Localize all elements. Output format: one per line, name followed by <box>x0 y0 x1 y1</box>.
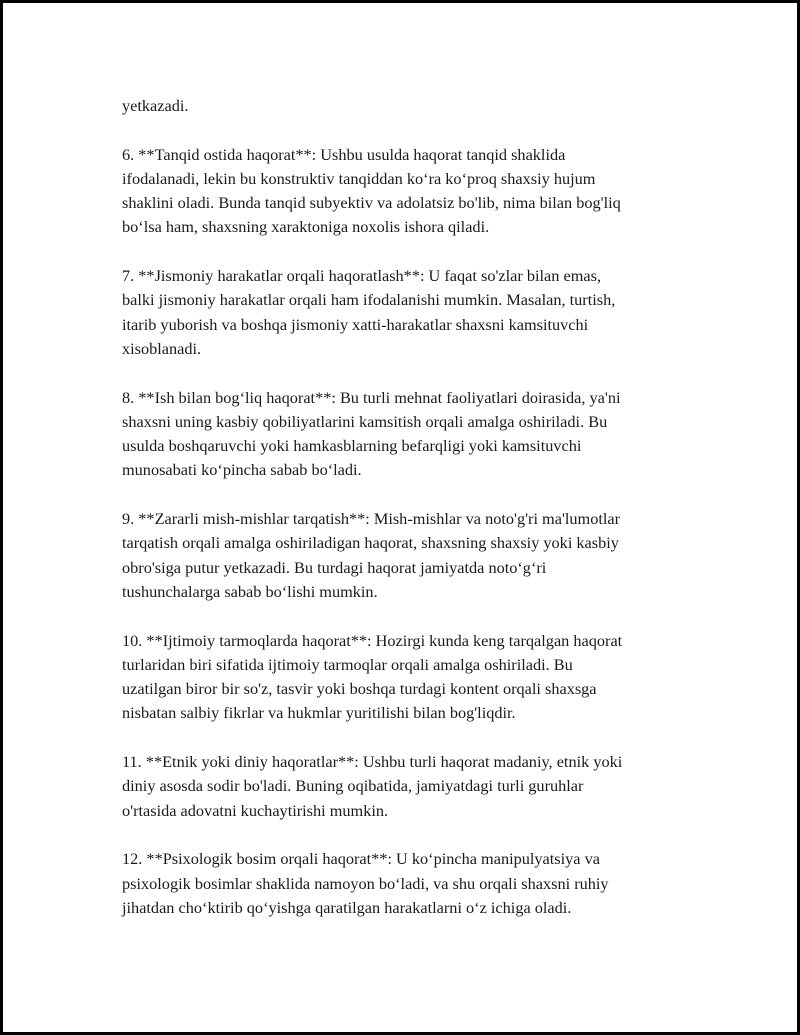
paragraph-line: 12. **Psixologik bosim orqali haqorat**: U ko‘pincha manipulyatsiya va <box>122 849 600 869</box>
paragraph-line: balki jismoniy harakatlar orqali ham ifodalanishi mumkin. Masalan, turtish, <box>122 290 616 310</box>
document-body <box>122 94 702 944</box>
paragraph-line: tushunchalarga sabab bo‘lishi mumkin. <box>122 581 378 601</box>
paragraph <box>122 264 702 361</box>
paragraph-line: xisoblanadi. <box>122 338 202 358</box>
paragraph-line: psixologik bosimlar shaklida namoyon bo‘ladi, va shu orqali shaxsni ruhiy <box>122 873 609 893</box>
paragraph <box>122 629 702 726</box>
paragraph-line: obro'siga putur yetkazadi. Bu turdagi haqorat jamiyatda noto‘g‘ri <box>122 557 547 577</box>
paragraph-line: shaxsni uning kasbiy qobiliyatlarini kamsitish orqali amalga oshiriladi. Bu <box>122 411 608 431</box>
paragraph-line: nisbatan salbiy fikrlar va hukmlar yuritilishi bilan bog'liqdir. <box>122 703 516 723</box>
paragraph-line: itarib yuborish va boshqa jismoniy xatti-harakatlar shaxsni kamsituvchi <box>122 314 589 334</box>
paragraph-line: 11. **Etnik yoki diniy haqoratlar**: Ushbu turli haqorat madaniy, etnik yoki <box>122 752 623 772</box>
paragraph-line: ifodalanadi, lekin bu konstruktiv tanqiddan ko‘ra ko‘proq shaxsiy hujum <box>122 168 596 188</box>
paragraph-line: 9. **Zararli mish-mishlar tarqatish**: Mish-mishlar va noto'g'ri ma'lumotlar <box>122 509 621 529</box>
paragraph-line: diniy asosda sodir bo'ladi. Buning oqibatida, jamiyatdagi turli guruhlar <box>122 776 584 796</box>
paragraph-line: uzatilgan biror bir so'z, tasvir yoki boshqa turdagi kontent orqali shaxsga <box>122 679 597 699</box>
paragraph-line: yetkazadi. <box>122 96 189 115</box>
paragraph <box>122 386 702 483</box>
paragraph <box>122 750 702 823</box>
paragraph-line: jihatdan cho‘ktirib qo‘yishga qaratilgan harakatlarni o‘z ichiga oladi. <box>122 897 572 917</box>
paragraph-line: usulda boshqaruvchi yoki hamkasblarning befarqligi yoki kamsituvchi <box>122 436 582 456</box>
paragraph <box>122 143 702 240</box>
paragraph <box>122 507 702 604</box>
paragraph-line: munosabati ko‘pincha sabab bo‘ladi. <box>122 460 362 480</box>
paragraph-line: 6. **Tanqid ostida haqorat**: Ushbu usulda haqorat tanqid shaklida <box>122 144 566 164</box>
paragraph <box>122 94 702 118</box>
paragraph-line: o'rtasida adovatni kuchaytirishi mumkin. <box>122 800 389 820</box>
paragraph-line: turlaridan biri sifatida ijtimoiy tarmoqlar orqali amalga oshiriladi. Bu <box>122 654 573 674</box>
paragraph-line: bo‘lsa ham, shaxsning xaraktoniga noxolis ishora qiladi. <box>122 217 490 237</box>
paragraph-line: 8. **Ish bilan bog‘liq haqorat**: Bu turli mehnat faoliyatlari doirasida, ya'ni <box>122 387 621 407</box>
paragraph-line: 7. **Jismoniy harakatlar orqali haqoratlash**: U faqat so'zlar bilan emas, <box>122 266 602 286</box>
paragraph-line: tarqatish orqali amalga oshiriladigan haqorat, shaxsning shaxsiy yoki kasbiy <box>122 533 619 553</box>
paragraph-line: 10. **Ijtimoiy tarmoqlarda haqorat**: Hozirgi kunda keng tarqalgan haqorat <box>122 630 623 650</box>
paragraph <box>122 847 702 920</box>
paragraph-line: shaklini oladi. Bunda tanqid subyektiv va adolatsiz bo'lib, nima bilan bog'liq <box>122 193 621 213</box>
